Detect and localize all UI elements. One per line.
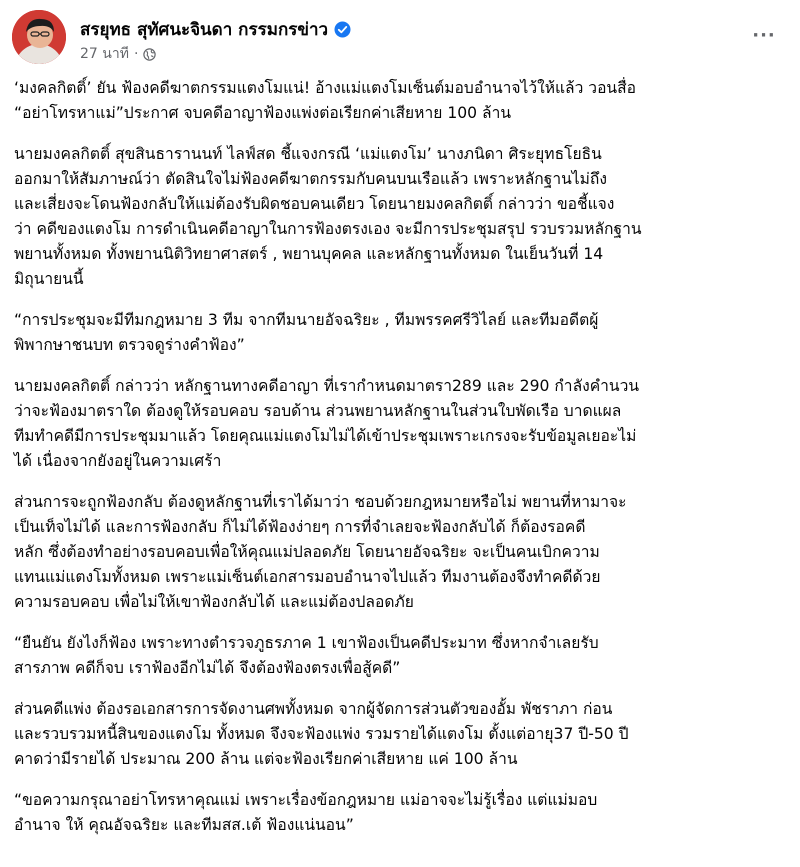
post-text-line: ว่าจะฟ้องมาตราใด ต้องดูให้รอบคอบ รอบด้าน ส่วนพยานหลักฐานในส่วนใบพัดเรือ บาดแผล xyxy=(14,402,622,420)
post-text-line: หลัก ซึ่งต้องทำอย่างรอบคอบเพื่อให้คุณแม่ปลอดภัย โดยนายอัจฉริยะ จะเป็นคนเบิกความ xyxy=(14,543,600,561)
post-text-line: พิพากษาชนบท ตรวจดูร่างคำฟ้อง” xyxy=(14,336,245,354)
post-text-line: คาดว่ามีรายได้ ประมาณ 200 ล้าน แต่จะฟ้องเรียกค่าเสียหาย แค่ 100 ล้าน xyxy=(14,750,518,768)
post-paragraph xyxy=(14,374,792,474)
globe-icon[interactable] xyxy=(143,48,156,61)
post-paragraph xyxy=(14,308,792,358)
post-paragraph xyxy=(14,142,792,292)
post-text-line: เป็นเท็จไม่ได้ และการฟ้องกลับ ก็ไม่ได้ฟ้องง่ายๆ การที่จำเลยจะฟ้องกลับได้ ก็ต้องรอคดี xyxy=(14,518,586,536)
post-meta xyxy=(80,43,156,65)
post-text-line: นายมงคลกิตติ์ กล่าวว่า หลักฐานทางคดีอาญา ที่เรากำหนดมาตรา289 และ 290 กำลังคำนวน xyxy=(14,377,639,395)
post-text-line: “ยืนยัน ยังไงก็ฟ้อง เพราะทางตำรวจภูธรภาค 1 เขาฟ้องเป็นคดีประมาท ซึ่งหากจำเลยรับ xyxy=(14,634,599,652)
post-text-line: ออกมาให้สัมภาษณ์ว่า ตัดสินใจไม่ฟ้องคดีฆาตกรรมกับคนบนเรือแล้ว เพราะหลักฐานไม่ถึง xyxy=(14,170,607,188)
post-text-line: อำนาจ ให้ คุณอัจฉริยะ และทีมสส.เต้ ฟ้องแน่นอน” xyxy=(14,816,354,834)
post-paragraph xyxy=(14,631,792,681)
post-paragraph xyxy=(14,76,792,126)
post-paragraph xyxy=(14,490,792,615)
post-text-line: และรวบรวมหนี้สินของแตงโม ทั้งหมด จึงจะฟ้องแพ่ง รวมรายได้แตงโม ตั้งแต่อายุ37 ปี-50 ปี xyxy=(14,725,629,743)
post-paragraph xyxy=(14,697,792,772)
post-text-line: ความรอบคอบ เพื่อไม่ให้เขาฟ้องกลับได้ และแม่ต้องปลอดภัย xyxy=(14,593,414,611)
post-text-line: สารภาพ คดีก็จบ เราฟ้องอีกไม่ได้ จึงต้องฟ้องตรงเพื่อสู้คดี” xyxy=(14,659,401,677)
post-header xyxy=(12,10,788,66)
post-text-line: “ขอความกรุณาอย่าโทรหาคุณแม่ เพราะเรื่องข้อกฎหมาย แม่อาจจะไม่รู้เรื่อง แต่แม่มอบ xyxy=(14,791,598,809)
post-text-line: พยานทั้งหมด ทั้งพยานนิติวิทยาศาสตร์ , พยานบุคคล และหลักฐานทั้งหมด ในเย็นวันที่ 14 xyxy=(14,245,604,263)
post-text-line: ส่วนการจะถูกฟ้องกลับ ต้องดูหลักฐานที่เราได้มาว่า ชอบด้วยกฎหมายหรือไม่ พยานที่หามาจะ xyxy=(14,493,627,511)
post-text-line: “การประชุมจะมีทีมกฎหมาย 3 ทีม จากทีมนายอัจฉริยะ , ทีมพรรคศรีวิไลย์ และทีมอดีตผู้ xyxy=(14,311,599,329)
post-text-line: ‘มงคลกิตติ์’ ยัน ฟ้องคดีฆาตกรรมแตงโมแน่! อ้างแม่แตงโมเซ็นต์มอบอำนาจไว้ให้แล้ว วอนสื่อ xyxy=(14,79,636,97)
post-text-line: มิถุนายนนี้ xyxy=(14,270,84,288)
meta-separator: · xyxy=(133,46,139,62)
post-text-line: ว่า คดีของแตงโม การดำเนินคดีอาญาในการฟ้องตรงเอง จะมีการประชุมสรุป รวบรวมหลักฐาน xyxy=(14,220,642,238)
more-options-button[interactable] xyxy=(746,18,782,54)
post-text-line: แทนแม่แตงโมทั้งหมด เพราะแม่เซ็นต์เอกสารมอบอำนาจไปแล้ว ทีมงานต้องจึงทำคดีด้วย xyxy=(14,568,601,586)
post-text-line: ได้ เนื่องจากยังอยู่ในความเศร้า xyxy=(14,452,222,470)
author-name[interactable]: สรยุทธ สุทัศนะจินดา กรรมกรข่าว xyxy=(80,20,329,40)
more-options-icon: ··· xyxy=(752,25,776,46)
post-text-line: ส่วนคดีแพ่ง ต้องรอเอกสารการจัดงานศพทั้งหมด จากผู้จัดการส่วนตัวของอั้ม พัชราภา ก่อน xyxy=(14,700,613,718)
verified-badge-icon xyxy=(334,21,351,38)
post-paragraph xyxy=(14,788,792,838)
post-body xyxy=(14,76,792,854)
post-text-line: นายมงคลกิตติ์ สุขสินธารานนท์ ไลฟ์สด ชี้แจงกรณี ‘แม่แตงโม’ นางภนิดา ศิระยุทธโยธิน xyxy=(14,145,602,163)
author-line xyxy=(80,16,351,43)
post-text-line: “อย่าโทรหาแม่”ประกาศ จบคดีอาญาฟ้องแพ่งต่อเรียกค่าเสียหาย 100 ล้าน xyxy=(14,104,512,122)
post-timestamp[interactable]: 27 นาที xyxy=(80,46,129,62)
author-avatar[interactable] xyxy=(12,10,66,64)
post-text-line: ทีมทำคดีมีการประชุมมาแล้ว โดยคุณแม่แตงโมไม่ได้เข้าประชุมเพราะเกรงจะรับข้อมูลเยอะไม่ xyxy=(14,427,637,445)
post-text-line: และเสี่ยงจะโดนฟ้องกลับให้แม่ต้องรับผิดชอบคนเดียว โดยนายมงคลกิตติ์ กล่าวว่า ขอชี้แจง xyxy=(14,195,615,213)
avatar-photo xyxy=(12,10,66,64)
